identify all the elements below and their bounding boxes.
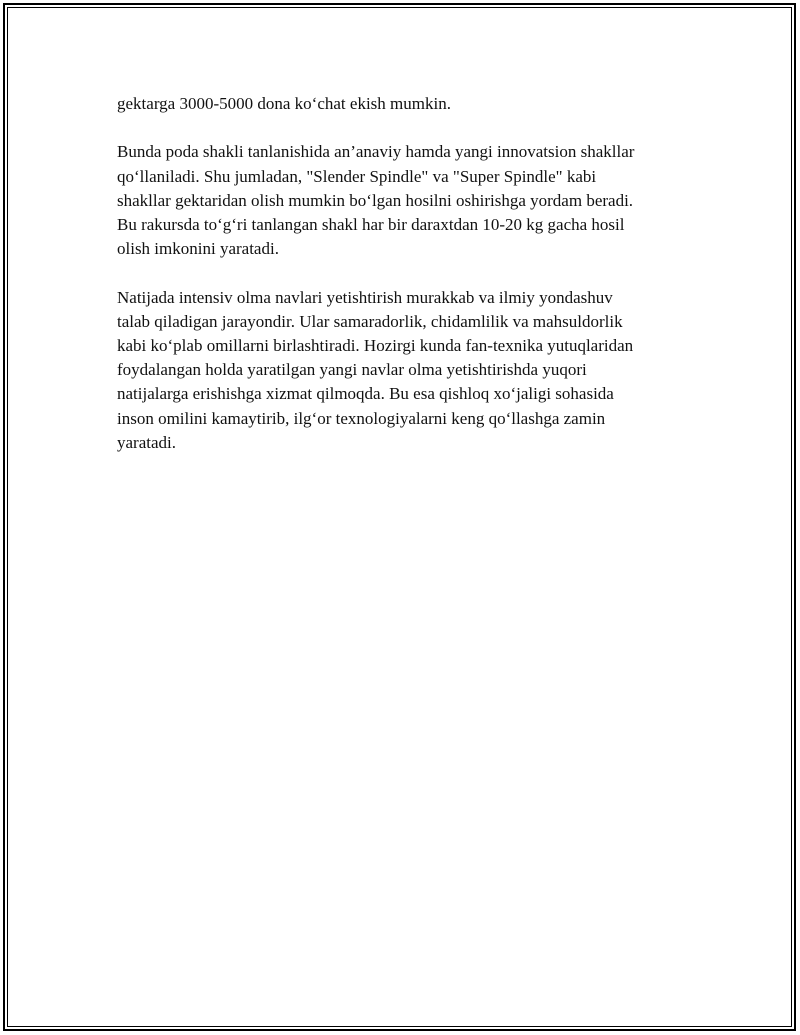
text-line: talab qiladigan jarayondir. Ular samaradorlik, chidamlilik va mahsuldorlik xyxy=(117,311,623,331)
text-line: foydalangan holda yaratilgan yangi navlar olma yetishtirishda yuqori xyxy=(117,360,587,380)
text-line: inson omilini kamaytirib, ilg‘or texnologiyalarni keng qo‘llashga zamin xyxy=(117,408,606,428)
text-line: Bunda poda shakli tanlanishida an’anaviy hamda yangi innovatsion shakllar xyxy=(117,142,635,162)
text-line: Bu rakursda to‘g‘ri tanlangan shakl har bir daraxtdan 10-20 kg gacha hosil xyxy=(117,215,625,234)
text-line: shakllar gektaridan olish mumkin bo‘lgan hosilni oshirishga yordam beradi. xyxy=(117,190,634,210)
paragraph-2 xyxy=(117,140,697,261)
text-line: Natijada intensiv olma navlari yetishtirish murakkab va ilmiy yondashuv xyxy=(117,287,613,307)
paragraph-spacer xyxy=(117,116,697,140)
paragraph-spacer xyxy=(117,261,697,285)
text-line: gektarga 3000-5000 dona ko‘chat ekish mumkin. xyxy=(117,94,451,113)
text-line: olish imkonini yaratadi. xyxy=(117,239,279,259)
paragraph-3 xyxy=(117,286,697,455)
text-line: natijalarga erishishga xizmat qilmoqda. Bu esa qishloq xo‘jaligi sohasida xyxy=(117,384,614,404)
text-line: kabi ko‘plab omillarni birlashtiradi. Hozirgi kunda fan-texnika yutuqlaridan xyxy=(117,336,634,355)
document-body xyxy=(117,92,697,455)
text-line: yaratadi. xyxy=(117,432,176,452)
paragraph-1 xyxy=(117,92,697,116)
text-line: qo‘llaniladi. Shu jumladan, "Slender Spindle" va "Super Spindle" kabi xyxy=(117,166,597,186)
